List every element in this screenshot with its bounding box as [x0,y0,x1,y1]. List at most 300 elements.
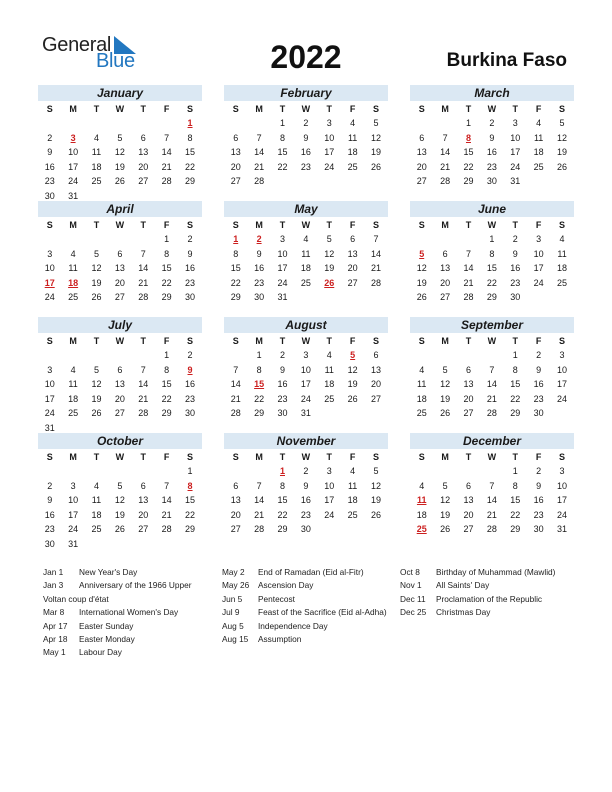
day-cell: 4 [326,350,332,360]
week-row [410,406,574,421]
day-cell: 14 [138,263,149,273]
weekday-header [38,450,202,464]
day-cell: 25 [416,408,427,418]
holiday-day-cell: 11 [416,495,427,505]
weekday-label: F [535,336,542,346]
day-cell [38,464,61,479]
holiday-entry [222,633,397,646]
day-cell: 27 [114,408,125,418]
day-cell: 1 [279,118,285,128]
week-row [224,493,388,508]
week-row [224,174,388,189]
day-cell: 21 [463,277,474,288]
day-cell: 31 [277,292,288,302]
day-cell: 28 [138,408,149,418]
day-cell [108,116,131,131]
week-row [38,261,202,276]
week-row [38,537,202,552]
month-block [410,317,574,435]
day-cell: 14 [161,147,172,157]
day-cell: 3 [512,118,518,128]
day-cell: 26 [371,509,382,520]
day-cell: 30 [533,524,544,534]
holiday-column [222,566,397,646]
day-cell: 1 [164,350,170,360]
holiday-day-cell: 18 [68,277,79,288]
holiday-day-cell: 1 [233,234,239,244]
day-cell [132,232,155,247]
day-cell: 27 [463,408,474,418]
holiday-day-cell: 5 [350,350,356,360]
weekday-label: W [115,104,125,114]
weekday-label: T [93,452,100,462]
holiday-day-cell: 1 [279,466,285,476]
day-cell: 22 [277,161,288,172]
day-cell: 25 [91,524,102,534]
day-cell: 12 [91,263,102,273]
day-cell: 20 [440,277,451,288]
day-cell: 31 [68,190,79,201]
day-cell: 9 [536,364,542,375]
day-cell: 31 [44,422,55,433]
holiday-name: End of Ramadan (Eid al-Fitr) [258,567,364,577]
day-cell: 8 [489,248,495,259]
weekday-label: S [187,336,194,346]
day-cell [38,348,61,363]
weekday-header [410,334,574,348]
holiday-date: Jun 5 [222,593,243,604]
day-cell: 16 [510,263,521,273]
day-cell [480,348,503,363]
day-cell: 8 [164,248,170,259]
month-block [410,85,574,203]
day-cell: 9 [512,248,518,259]
week-row [224,247,388,262]
day-cell: 10 [68,495,79,505]
week-row [224,145,388,160]
logo-text-general: General [42,34,112,56]
weekday-label: S [187,220,194,230]
day-cell [364,174,387,189]
day-cell: 3 [559,350,565,360]
weekday-label: F [535,452,542,462]
month-name: June [410,201,574,217]
weekday-label: S [418,336,425,346]
weekday-label: S [187,452,194,462]
day-cell: 30 [300,524,311,534]
day-cell: 4 [93,480,99,491]
day-cell [294,174,317,189]
day-cell: 12 [416,263,427,273]
day-cell: 13 [347,248,358,259]
weekday-label: F [163,452,170,462]
day-cell: 14 [230,379,241,389]
day-cell: 12 [557,132,568,143]
day-cell: 6 [233,132,239,143]
day-cell: 14 [486,379,497,389]
day-cell: 11 [324,364,334,375]
day-cell: 23 [185,277,196,288]
day-cell: 12 [91,379,102,389]
day-cell [85,116,108,131]
day-cell: 10 [324,132,335,143]
month-block [224,201,388,319]
day-cell: 30 [533,408,544,418]
day-cell: 24 [277,277,288,288]
week-row [410,363,574,378]
day-cell: 10 [44,263,55,273]
day-cell: 24 [44,292,55,302]
day-cell: 26 [557,161,568,172]
day-cell [341,174,364,189]
day-cell: 17 [300,379,311,389]
week-row [410,508,574,523]
weekday-label: T [93,104,100,114]
day-cell: 9 [187,248,193,259]
day-cell: 9 [303,480,309,491]
day-cell: 29 [254,408,265,418]
holiday-date: Apr 18 [43,634,68,645]
holiday-day-cell: 1 [187,118,193,128]
weekday-label: T [326,336,332,346]
month-name: August [224,317,388,333]
day-cell: 4 [350,466,356,476]
week-row [38,348,202,363]
day-cell: 27 [230,176,241,186]
day-cell [61,116,84,131]
day-cell: 22 [230,277,241,288]
day-cell: 4 [70,364,76,375]
day-cell: 14 [254,147,265,157]
day-cell: 4 [536,118,542,128]
day-cell: 15 [185,147,196,157]
holiday-name: Easter Monday [79,634,135,645]
day-cell: 7 [233,364,239,375]
day-cell: 24 [68,176,79,186]
day-cell: 29 [185,176,196,186]
day-cell: 6 [140,132,146,143]
day-cell: 31 [510,176,521,186]
day-cell: 11 [347,480,358,491]
day-cell: 6 [350,234,356,244]
day-cell: 25 [557,277,568,288]
day-cell: 30 [486,176,497,186]
day-cell: 6 [419,132,425,143]
weekday-label: S [232,452,239,462]
holiday-name: All Saints' Day [436,580,490,591]
day-cell: 14 [161,495,172,505]
day-cell: 7 [489,480,495,491]
day-cell [294,290,317,305]
day-cell: 25 [68,292,79,302]
day-cell: 3 [279,234,285,244]
day-cell: 4 [303,234,309,244]
month-name: October [38,433,202,449]
day-cell: 15 [510,495,521,505]
week-row [38,377,202,392]
week-row [410,174,574,189]
day-cell: 2 [536,350,542,360]
week-row [38,276,202,291]
day-cell [38,232,61,247]
weekday-label: M [69,336,77,346]
day-cell: 29 [161,292,172,302]
day-cell: 4 [419,480,425,491]
day-cell [132,537,155,552]
day-cell: 17 [533,263,544,273]
weekday-label: S [187,104,194,114]
day-cell: 24 [68,524,79,534]
day-cell: 2 [536,466,542,476]
day-cell: 30 [185,292,196,302]
weekday-label: T [140,104,146,114]
day-cell: 16 [533,495,544,505]
weekday-header [410,450,574,464]
day-cell: 3 [47,248,53,259]
week-row [38,145,202,160]
day-cell [224,116,247,131]
day-cell: 21 [371,263,382,273]
day-cell: 2 [303,118,309,128]
day-cell: 6 [373,350,379,360]
day-cell: 28 [254,524,265,534]
weekday-label: T [465,336,472,346]
day-cell [132,464,155,479]
holiday-name: Proclamation of the Republic [436,593,543,604]
weekday-label: F [349,452,356,462]
week-row [410,131,574,146]
day-cell: 24 [557,509,568,520]
day-cell: 26 [114,176,125,186]
day-cell [480,464,503,479]
day-cell: 8 [512,364,518,375]
holiday-date: May 2 [222,567,245,577]
day-cell: 18 [300,263,311,273]
day-cell: 17 [557,379,568,389]
day-cell: 18 [324,379,335,389]
week-row [410,261,574,276]
day-cell: 13 [440,263,451,273]
day-cell: 20 [114,393,125,404]
day-cell: 29 [510,408,521,418]
week-row [38,508,202,523]
weekday-label: S [232,336,239,346]
week-row [38,392,202,407]
holiday-day-cell: 8 [187,480,193,491]
day-cell: 10 [533,248,544,259]
day-cell [132,116,155,131]
day-cell [38,116,61,131]
weekday-label: S [232,220,239,230]
day-cell [527,290,550,305]
day-cell: 11 [68,263,78,273]
day-cell: 7 [140,364,146,375]
day-cell: 7 [140,248,146,259]
day-cell: 1 [164,234,170,244]
day-cell: 10 [557,364,568,375]
day-cell: 16 [44,509,55,520]
day-cell: 18 [533,147,544,157]
day-cell: 1 [512,350,518,360]
weekday-label: M [69,452,77,462]
day-cell: 21 [440,161,451,172]
weekday-label: S [373,220,380,230]
day-cell: 19 [371,147,382,157]
day-cell: 7 [256,132,262,143]
weekday-label: W [115,220,125,230]
day-cell: 10 [277,248,288,259]
country-name: Burkina Faso [446,50,567,71]
day-cell: 16 [185,379,196,389]
weekday-label: F [349,220,356,230]
weekday-label: M [255,104,263,114]
week-row [38,522,202,537]
week-row [224,348,388,363]
weekday-label: S [46,452,53,462]
day-cell: 26 [347,393,358,404]
holiday-entry [43,646,213,659]
day-cell: 7 [373,234,379,244]
day-cell: 28 [486,408,497,418]
day-cell: 16 [277,379,288,389]
day-cell: 10 [324,480,335,491]
weekday-label: T [465,220,472,230]
day-cell: 18 [347,495,358,505]
day-cell: 15 [510,379,521,389]
day-cell [550,174,573,189]
holiday-entry [43,620,213,633]
day-cell: 24 [300,393,311,404]
day-cell: 2 [187,234,193,244]
day-cell: 12 [440,379,451,389]
day-cell [433,464,456,479]
day-cell: 20 [371,379,382,389]
week-row [224,261,388,276]
weekday-label: W [301,220,311,230]
day-cell: 12 [440,495,451,505]
day-cell: 16 [44,161,55,172]
week-row [224,479,388,494]
week-row [410,392,574,407]
week-row [38,493,202,508]
day-cell: 6 [465,364,471,375]
day-cell: 27 [463,524,474,534]
day-cell: 23 [277,393,288,404]
weekday-label: M [441,336,449,346]
day-cell: 27 [138,176,149,186]
day-cell: 11 [533,132,544,143]
day-cell: 20 [114,277,125,288]
day-cell: 18 [416,509,427,520]
month-name: March [410,85,574,101]
day-cell: 29 [230,292,241,302]
weekday-label: T [140,336,146,346]
holiday-entry [222,620,397,633]
day-cell [550,406,573,421]
day-cell [341,406,364,421]
day-cell [155,116,178,131]
week-row [38,290,202,305]
day-cell: 2 [489,118,495,128]
day-cell: 8 [279,480,285,491]
holiday-date: Jan 3 [43,580,64,591]
day-cell [433,348,456,363]
holiday-name: Anniversary of the 1966 Upper Voltan coup d'état [43,580,192,604]
day-cell: 1 [489,234,495,244]
weekday-label: T [279,452,286,462]
day-cell: 20 [138,161,149,172]
day-cell: 8 [164,364,170,375]
day-cell: 21 [230,393,241,404]
day-cell [178,537,201,552]
day-cell: 14 [486,495,497,505]
day-cell: 17 [324,147,335,157]
weekday-label: W [487,220,497,230]
holiday-date: May 26 [222,580,250,591]
day-cell: 14 [138,379,149,389]
weekday-label: S [418,220,425,230]
day-cell [433,232,456,247]
day-cell: 24 [324,509,335,520]
day-cell: 6 [233,480,239,491]
day-cell: 19 [114,509,125,520]
weekday-label: W [115,452,125,462]
weekday-label: S [373,104,380,114]
day-cell: 6 [140,480,146,491]
day-cell: 17 [510,147,521,157]
week-row [38,247,202,262]
day-cell: 23 [254,277,265,288]
day-cell: 28 [440,176,451,186]
holiday-name: Labour Day [79,647,122,658]
day-cell: 29 [161,408,172,418]
week-row [410,493,574,508]
week-row [38,174,202,189]
weekday-label: T [326,452,332,462]
day-cell: 25 [347,161,358,172]
week-row [224,406,388,421]
holiday-entry [43,633,213,646]
weekday-label: M [255,220,263,230]
day-cell: 9 [303,132,309,143]
day-cell: 9 [279,364,285,375]
day-cell: 14 [463,263,474,273]
day-cell: 21 [254,509,265,520]
weekday-label: S [232,104,239,114]
day-cell: 13 [230,147,241,157]
day-cell: 5 [442,364,448,375]
weekday-label: M [441,452,449,462]
month-block [224,85,388,203]
day-cell: 12 [371,480,382,491]
day-cell: 13 [463,495,474,505]
week-row [410,522,574,537]
week-row [410,377,574,392]
holiday-entry [400,593,575,606]
month-block [38,201,202,319]
day-cell: 30 [277,408,288,418]
day-cell: 15 [277,147,288,157]
week-row [38,232,202,247]
day-cell: 20 [138,509,149,520]
day-cell: 28 [463,292,474,302]
day-cell [85,464,108,479]
week-row [410,479,574,494]
weekday-label: T [326,220,332,230]
day-cell: 28 [371,277,382,288]
day-cell: 17 [68,161,79,172]
day-cell: 12 [347,364,358,375]
